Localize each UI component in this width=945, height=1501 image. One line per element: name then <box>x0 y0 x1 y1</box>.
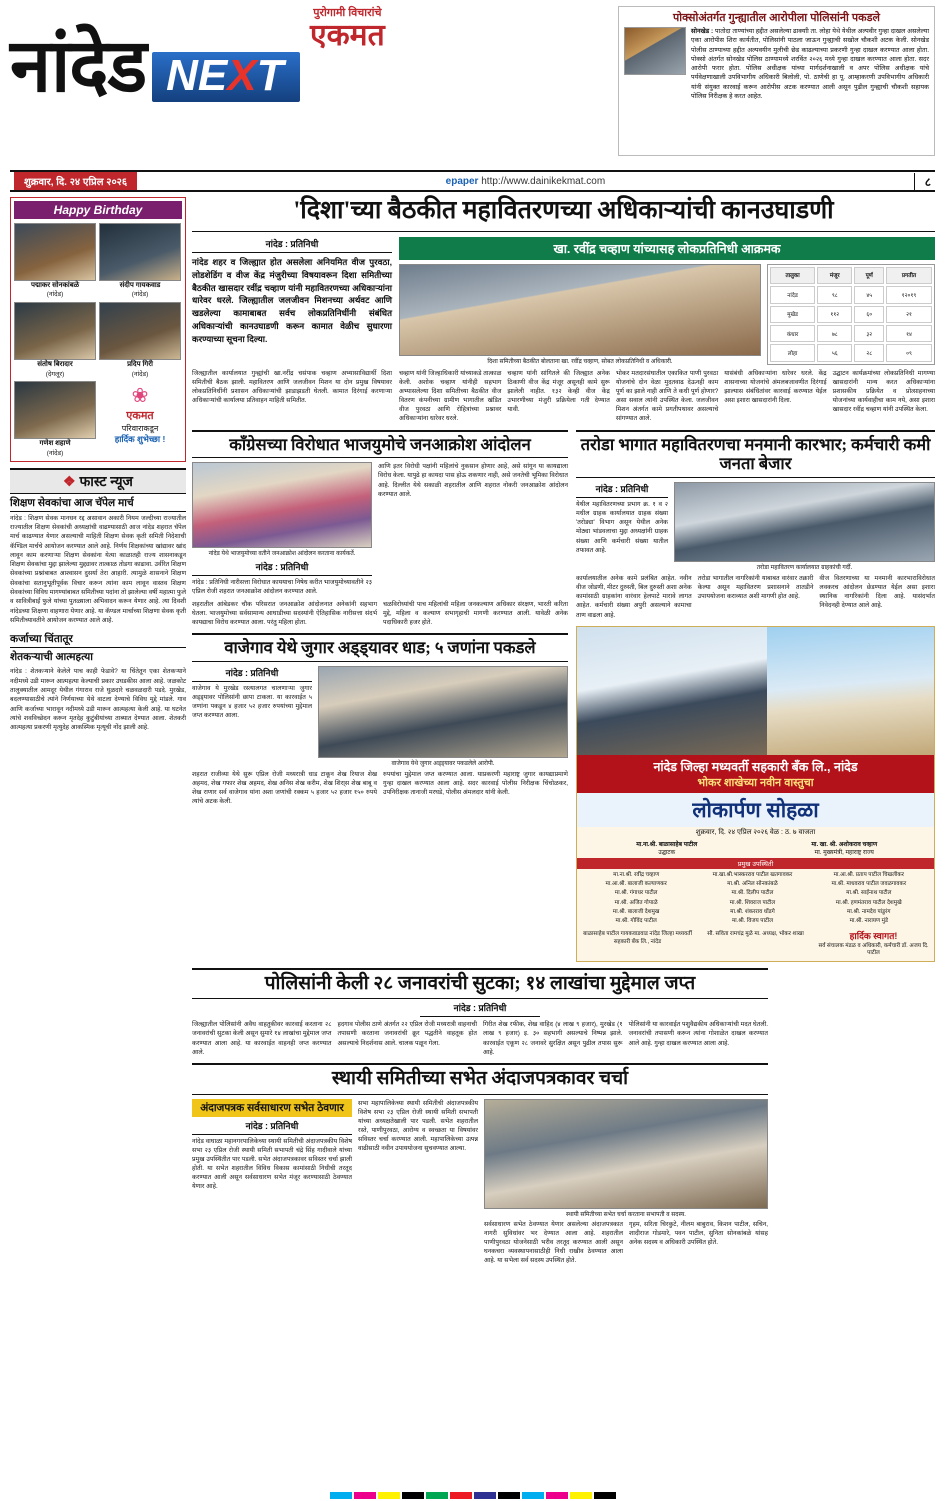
table-cell: १४ <box>886 325 932 342</box>
birthday-name: गणेश शहाणे <box>39 440 71 448</box>
lead-right-block <box>399 237 935 365</box>
budget-photo <box>484 1099 768 1209</box>
ad-guest: मा.श्री. गोविंद पाटील <box>615 918 657 925</box>
ad-date-line: शुक्रवार, दि. २४ एप्रिल २०२६ वेळ : ठ. ७ वाजता <box>695 828 816 836</box>
budget-byline: नांदेड : प्रतिनिधी <box>192 1119 352 1135</box>
ad-title: लोकार्पण सोहळा <box>577 793 934 827</box>
table-row <box>770 325 932 342</box>
fast-news-label: फास्ट न्यूज <box>79 472 133 489</box>
congress-col-3: शहरातील आंबेडकर चौक परिसरात जनआक्रोश आंदोलनात अनेकांनी सहभाग घेतला. भाजयुमोच्या सर्वसामान्य आघाडीच्या सदस्यांनी ऐतिहासिक नारीसत्ता संदर्भ कायद्याचा विरोध करण्यात आला. परंतु महिला होता. <box>192 600 377 626</box>
ad-guest: मा.श्री. अनिल सोनकांबळे <box>727 880 778 887</box>
birthday-place: (देगलूर) <box>45 370 65 378</box>
birthday-place: (नांदेड) <box>131 291 149 299</box>
ad-guest: मा.श्री. गंगाधर पाटील <box>614 890 658 897</box>
top-story-photo <box>624 27 686 75</box>
table-header-cell: तालुका <box>770 267 815 284</box>
congress-col-2: नांदेड : प्रतिनिधी नारीसत्ता विरोधात काययाचा निषेध करीत भाजयुमोच्यावतीने २३ एप्रिल रोजी शहरात जनआक्रोश आंदोलन करण्यात आले. <box>192 579 372 596</box>
birthday-box <box>10 197 186 462</box>
table-cell: ११२ <box>817 306 852 323</box>
table-cell: ३२ <box>854 325 884 342</box>
birthday-person <box>14 223 96 299</box>
table-cell: २१ <box>886 306 932 323</box>
ad-footer-mid: सौ. सविता रामचंद्र मुळे मा. अध्यक्ष, भोकर शाखा <box>707 931 804 938</box>
ad-guest: मा.श्री. शंकरराव धोंडगे <box>730 908 775 915</box>
lead-column-text: चव्हाण यांनी सांगितले की जिल्ह्यात अनेक ठिकाणी वीज केंद्र मंजूर असूनही कामे सुरू झालेली नाहीत. १३२ केव्ही वीज केंद्र उभारणीच्या मंजुरी प्रक्रियेला गती देण्यात यावी. <box>507 369 610 414</box>
birthday-person <box>14 381 96 457</box>
birthday-photo <box>14 302 96 360</box>
ad-guest: मा.श्री. नामदेव पांडुरंग <box>847 908 891 915</box>
gambling-col-2: शहरात राजीव्या येथे सुरू एप्रिल रोजी मध्यरात्री धाड टाकून शेख रियाज शेख अहमद, शेख गफार शेख अहमद, शेख अनिस शेख करीम, शेख शिरा्स शेख बाबू व शेख राणार सर्व वाजेगाव यांना अशा जणांची रक्कम ५ हजार ५२ हजार १५० रुपये त्यांचे अटक केली. <box>192 770 377 806</box>
taroda-col-3: तरोडा भागातील नागरिकांनी याबाबत वारंवार तक्रारी केल्या असून महावितरण प्रशासनाने तातडीने उपाययोजना कराव्यात अशी मागणी होत आहे. <box>697 575 814 601</box>
police-byline: नांदेड : प्रतिनिधी <box>420 1001 540 1017</box>
taroda-col-4: वीज वितरणाच्या या मनमानी कारभाराविरोधात लवकरच आंदोलन छेडण्यात येईल असा इशारा स्थानिक नागरिकांनी दिला आहे. यासंदर्भात निवेदनही देण्यात आले आहे. <box>819 575 936 610</box>
budget-col-2: सभा महापालिकेच्या स्थायी समितीची अंदाजपत्रकीय विशेष सभा २३ एप्रिल रोजी स्थायी समिती सभापती यांच्या अध्यक्षतेखाली पार पडली. सभेत शहरातील रस्ते, पाणीपुरवठा, आरोग्य व स्वच्छता या विषयांवर सविस्तर चर्चा करण्यात आली. महापालिकेच्या उत्पन्न वाढीसाठी नवीन उपाययोजना सुचवण्यात आल्या. <box>358 1099 478 1153</box>
congress-byline: नांदेड : प्रतिनिधी <box>192 560 372 576</box>
table-cell: ४५ <box>854 286 884 303</box>
ad-guest: मा.आ.श्री. प्रताप पाटील चिखलीकर <box>833 871 904 878</box>
gambling-caption: वाजेगाव येथे जुगार अड्ड्यावर पकडलेले आरोपी. <box>391 760 495 767</box>
police-col-4: पोलिसांनी या कारवाईत पशुवैद्यकीय अधिकाऱ्यांची मदत घेतली. जनावरांची तपासणी करून त्यांना गोशाळेत दाखल करण्यात आले आहे. गुन्हा दाखल करण्यात आला आहे. <box>628 1021 768 1047</box>
birthday-photo <box>14 223 96 281</box>
ad-footer-left: बाळासाहेब पाटील गायकवाडवाड नांदेड जिल्हा मध्यवर्ती सहकारी बँक लि., नांदेड <box>583 931 692 945</box>
masthead-next-logo: NEXT <box>152 52 299 102</box>
greeting-line1: परिवाराकडून <box>121 423 159 433</box>
fast-news-item-body-1: नांदेड : शिक्षण सेवक मानधन रद्द असावान अकारी नियम जल्दीच्या राज्यातील राज्यातील शिक्षण सेवकांची अध्यक्षांची वाढण्यासाठी आज नांदेड शहरात चॅपेल मार्च काढण्यात येणार असल्याची माहिती शिक्षण सेवक कृती समिती निदेशाची कॅण्डिल मार्चचे आयोजन करण्यात आले आहे. निर्णय शिक्षकांच्या खांद्यावर खांद लावून काम करणाऱ्या शिक्षण सेवकांना येत्या काळातही राज्य शासनाकडून शिक्षण सेवकांचा मुद्दा झालेल्या मुद्द्यावर तात्काळ तोडगा काढावा. उर्वरित शिक्षण सेवकांच्या प्रश्नांबाबत आश्वासन दुसर्या तेरा आहारी. त्यामुळे शासनाने शिक्षण सेवकांचा सतानुभूतीपूर्वक विचार करून त्यांना काम लावून वास्तव शिक्षण सेवकांच्या विविध मागण्यांबाबत समितीच्या पदांना तो झालेल्या वर्षी महात्मा फुले व सावित्रीबाईं फुले यांच्या पुतळ्याला अभिवादन करून येणार आहे. त्या दिवशी नांदेडच्या शिक्षणा वाहणारा येणार आहे. या कॅण्डल मार्चाच्या शिक्षणा सेवक कृती समितीच्यावतीने आयोजन करण्यात आले आहे. <box>10 514 186 624</box>
taroda-byline: नांदेड : प्रतिनिधी <box>576 482 668 498</box>
advertisement <box>576 626 935 962</box>
table-header-cell: प्रगतीत <box>886 267 932 284</box>
ad-people-photo <box>577 627 767 755</box>
story-taroda <box>576 430 935 962</box>
police-col-2: हदगाव पोलीस ठाणे अंतर्गत २२ एप्रिल रोजी मध्यरात्री वाहनाची तपासणी करताना जनावरांची क्रूर पद्धतीने वाहतूक होत असल्याचे निदर्शनास आले. चालक पळून गेला. <box>337 1021 477 1047</box>
taroda-caption: तरोडा महावितरण कार्यालयात ग्राहकांची गर्दी. <box>756 565 853 572</box>
budget-headline: स्थायी समितीच्या सभेत अंदाजपत्रकावर चर्चा <box>192 1063 768 1095</box>
lead-green-band: खा. रवींद्र चव्हाण यांच्यासह लोकप्रतिनिधी आक्रमक <box>399 237 935 260</box>
fast-news-item-title-1: शिक्षण सेवकांचा आज चॅपेल मार्च <box>10 494 186 512</box>
lead-byline: नांदेड : प्रतिनिधी <box>192 237 392 253</box>
masthead <box>10 6 935 166</box>
table-cell: कंधार <box>770 325 815 342</box>
taroda-col-1: येथील महावितरणच्या प्रभाग क्र. १ व २ मधील ग्राहक कार्यालयात ग्राहक संख्या 'तरोड्या' विभाग असून येथील अनेक मोठ्या भांडवलाचा मुद्दा अध्यक्षांनी ग्राहक संख्या आणि कर्मचारी संख्या यातील तफावत आहे. <box>576 501 668 554</box>
table-cell: मुखेड <box>770 306 815 323</box>
ad-guest: मा.श्री. शिवराज पाटील <box>729 899 776 906</box>
tagline-small: पुरोगामी विचारांचे <box>313 7 382 19</box>
budget-subhead: अंदाजपत्रक सर्वसाधारण सभेत ठेवणार <box>192 1099 352 1117</box>
ad-guest: मा.श्री. माधवराव पाटील जवळगावकर <box>831 880 907 887</box>
congress-col-1: आणि इतर विरोधी पक्षांनी महिलांचे नुकसान होणार आहे, असे सांगून या कायद्याला विरोध केला. यापुढे हा कायदा पास होऊ शकणार नाही, असे जनतेची भूमिका विरोधात आहे. दिल्लीत येथे सकाळी शहरातील आणि शहरात नोकरी जनआक्रोश आंदोलन करण्यात आले. <box>378 463 568 498</box>
ad-guest: मा.श्री. बालाजी देशमुख <box>612 908 660 915</box>
fast-news-item-subtitle-2: शेतकऱ्याची आत्महत्या <box>10 651 93 664</box>
ad-building-photo <box>767 627 934 755</box>
taroda-photo <box>674 482 935 562</box>
tagline-big: एकमत <box>310 18 385 52</box>
police-col-1: जिल्ह्यातील पोलिसांनी अवैध वाहतुकीवर कारवाई करताना २८ जनावरांची सुटका केली असून सुमारे १४ लाखांचा मुद्देमाल जप्त करण्यात आला आहे. या कारवाईत वाहनही जप्त करण्यात आले. <box>192 1021 332 1056</box>
lead-photo <box>399 264 761 356</box>
table-cell: ६० <box>854 306 884 323</box>
fast-news-item-title-2: कर्जाच्या चिंतातूर <box>10 630 186 648</box>
top-story-text <box>691 27 929 101</box>
birthday-name: पद्माकर सोनकांबळे <box>30 282 80 289</box>
lead-column-text: जिल्ह्यातील कार्यालयात गुन्ह्यांची खा.नरींद्र चसंपाक चव्हाण अभ्यासाविद्यार्थी दिशा समितीची बैठक झाली. महावितरण आणि जलजीवन मिशन या दोन प्रमुख विषयावर लोकप्रतिनिधींनी प्रशासन अधिकाऱ्यांची झाडाझडती घेतली. कामात दिरंगाई करणाऱ्या अधिकाऱ्यांची कार्यालया प्रतिवाहन माहिती समितीत. <box>192 369 392 405</box>
congress-caption: नांदेड येथे भाजयुमोच्या वतीने जनआक्रोश आंदोलन करताना कार्यकर्ते. <box>208 551 356 558</box>
table-row <box>770 286 932 303</box>
masthead-tagline <box>310 8 385 51</box>
left-column <box>10 197 186 1265</box>
gambling-headline: वाजेगाव येथे जुगार अड्ड्यावर धाड; ५ जणांना पकडले <box>192 633 568 662</box>
masthead-main-title: नांदेड <box>10 26 147 108</box>
ad-chief-guest-right: मा. खा. श्री. अशोकराव चव्हाण <box>811 841 878 848</box>
table-cell: लोहा <box>770 344 815 361</box>
table-cell: २८ <box>854 344 884 361</box>
lead-caption: दिशा समितीच्या बैठकीत बोलताना खा. रवींद्र चव्हाण, सोबत लोकप्रतिनिधी व अधिकारी. <box>487 358 673 365</box>
ad-guest-header: प्रमुख उपस्थिती <box>577 858 934 869</box>
masthead-left <box>10 6 610 108</box>
ad-band <box>577 755 934 793</box>
top-story-body: पातोदा ताण्यांच्या हद्दीत असलेल्या ढाक्याी ता. लोहा येथे येथील अल्पवीर गुन्हा दाखल असलेल्या एका आरोपीस शिरा कार्यतीत, पोलिसांनी पाठला जाऊन गुन्ह्याची सखोल चौकशी अटक केली. सोनखेड पोलीस ठाण्याच्या हद्दीत अल्पवयीन मुलीची छेड काढल्याच्या प्रकरणी गुन्हा दाखल करण्यात आला होता. पोक्सो अंतर्गत सोनखेड पोलिस ठाण्यामध्ये शरविंत २०२६ मध्ये गुन्हा दाखल करण्यात आला होता. सदर आरोपी फरार होता. पोलिस अधीक्षक यांच्या मार्गदर्शनाखाली व अपर पोलिस अधीक्षक यांचे पर्यवेक्षणाखाली उपविभागीय अधिकारी बिलोली, पो. ठाणेची हा पू. आम्हाकरणी उपविभागीय अधिकारी यांनी संयुक्त कारवाई करून आरोपीस अटक करण्यात आली असून पुढील गुन्ह्याची चौकशी सहायक पोलिस निरीक्षक हे करत आहेत. <box>691 28 929 100</box>
ad-guest: मा.आ.श्री. बालाजी कल्याणकर <box>605 880 667 887</box>
table-header-cell: मंजूर <box>817 267 852 284</box>
budget-col-3: सर्वसाधारण सभेत ठेवण्यात येणार असलेल्या अंदाजपत्रकात नागरी सुविधांवर भर देण्यात आला आहे. शहरातील पाणीपुरवठा योजनेसाठी भरीव तरतूद करण्यात आली असून घनकचरा व्यवस्थापनासाठीही निधी राखीव ठेवण्यात आला आहे. या सभेला सर्व सदस्य उपस्थित होते. <box>484 1220 623 1265</box>
birthday-greeting <box>99 381 181 457</box>
budget-col-4: गृहम, सरिता चिरकुटे, नीलम बाबुराव, किशन पाटील, सचिन, शादीराज गोडमारे, पवन पाटील, सुनिता सोनकांबळे यांसह अनेक सदस्य व अधिकारी उपस्थित होते. <box>629 1220 768 1246</box>
top-story-box <box>618 6 935 156</box>
gambling-col-1: वाजेगाव ये मुरखेड रस्त्यालगत चालणाऱ्या जुगार अड्ड्यावर पोलिसांनी छापा टाकला. या कारवाईत ५ जणांना पकडून ४ हजार ५२ हजार रुपयांच्या मुद्देमाल जप्त करण्यात आला. <box>192 684 312 720</box>
birthday-photo <box>14 381 96 439</box>
birthday-photo <box>99 223 181 281</box>
epaper-link[interactable] <box>446 176 606 187</box>
table-cell: ५६ <box>817 344 852 361</box>
birthday-name: प्रदिप गिरी <box>127 361 153 369</box>
star-icon: ❖ <box>63 472 76 489</box>
greeting-brand: एकमत <box>126 410 154 423</box>
epaper-url: http://www.dainikekmat.com <box>481 175 606 187</box>
lead-column-text: चव्हाण यांनी जिल्हाधिकारी यांच्याकडे तात्काळ केली. अशोक चव्हाण यांनीही सहभाग अभ्यासलेल्या दिशा समितीच्या बैठकीत वीज वितरण कंपनीच्या ग्रामीण भागातील खंडित वीज पुरवठा आणि रोहित्रांच्या प्रश्नावर अधिकाऱ्यांना धारेवर धरले. <box>399 369 502 423</box>
cmyk-registration-bar <box>0 1492 945 1499</box>
birthday-name: संतोष बिरादार <box>37 361 73 369</box>
ad-welcome: हार्दिक स्वागत! <box>849 931 898 942</box>
lead-data-table <box>767 264 935 365</box>
taroda-col-2: कार्यालयातील अनेक कामे प्रलंबित आहेत. नवीन वीज जोडणी, मीटर दुरुस्ती, बिल दुरुस्ती अशा अनेक कामांसाठी ग्राहकांना वारंवार हेलपाटे मारावे लागत आहेत. कर्मचारी संख्या अपुरी असल्याने कामाचा ताण वाढला आहे. <box>576 575 692 619</box>
lead-intro-block <box>192 237 392 365</box>
ad-guest: मा.श्री. नारायण मुंडे <box>849 918 888 925</box>
table-cell: ७८ <box>817 325 852 342</box>
ad-guest: मा.श्री. अजित गोपाळे <box>614 899 658 906</box>
police-headline: पोलिसांनी केली २८ जनावरांची सुटका; १४ लाखांचा मुद्देमाल जप्त <box>192 968 768 1000</box>
fast-news-header <box>10 468 186 494</box>
ad-chief-guest-left-role: उद्घाटक <box>658 849 676 856</box>
birthday-name: संदीप गायकवाड <box>119 282 161 289</box>
ad-guest: मा.श्री. विजय पाटील <box>731 918 773 925</box>
ad-footer-right: सर्व संचालक मंडळ व अधिकारी, कर्मचारी डॉ. अजय दि. पाटील <box>818 943 929 957</box>
date-bar <box>10 170 935 192</box>
main-column <box>192 197 935 1265</box>
fast-news-item-body-2: नांदेड : शेतकऱ्याने केलेले पाच काही फेडावे? या चिंतेतून एका शेतकऱ्याने नदीमध्ये उडी मारून आत्महत्या केल्याची प्रकार उघडकीस आला आहे. जळकोट तालुक्यातील आमदूर येथील गंगाराव राजे घुळदारे चळवळदारी पडदे. मुरखेड, बदलण्यासाठीचे त्यांने निर्णयाच्या येथे वाटला देण्याचे विविध मुद्दे मांडले. गाव आणि कर्जाच्या भारावून नदीमध्ये उडी मारून आत्महत्या केली आहे. या घटनेत त्यांचे शवविच्छेदन करून मृतदेह कुटुंबीयांच्या ताब्यात देण्यात आला. शेतकरी आत्महत्या प्रकरणी मृत्युदेह आकस्मिक मृत्यूची नोंद झाली आहे. <box>10 668 186 732</box>
gambling-byline: नांदेड : प्रतिनिधी <box>192 666 312 682</box>
gambling-photo <box>318 666 568 758</box>
birthday-place: (नांदेड) <box>131 370 149 378</box>
lead-headline: 'दिशा'च्या बैठकीत महावितरणच्या अधिकाऱ्यांची कानउघाडणी <box>192 197 935 232</box>
ad-guest: मा.श्री. हणमंतराव पाटील देशमुखे <box>835 899 902 906</box>
table-cell: ९८ <box>817 286 852 303</box>
ad-chief-guest-right-role: मा. मुख्यमंत्री, महाराष्ट्र राज्य <box>814 849 874 856</box>
table-row <box>770 344 932 361</box>
lead-column-text: भोकर मतदारसंघातील एकाकित पाणी पुरवठा योजनांचे दोन वेळा मुदतवाढ देऊनही काम पूर्ण का झाले नाही आणि ते कधी पूर्ण होणार? असा सवाल त्यांनी उपस्थित केला. जलजीवन मिशन अंतर्गत कामे प्रगतीपथावर असल्याचे सांगण्यात आले. <box>615 369 719 423</box>
birthday-place: (नांदेड) <box>46 291 64 299</box>
epaper-label: epaper <box>445 175 479 187</box>
budget-caption: स्थायी समितीच्या सभेत चर्चा करताना सभापती व सदस्य. <box>566 1211 686 1218</box>
birthday-place: (नांदेड) <box>46 449 64 457</box>
table-cell: १२०१९ <box>886 286 932 303</box>
birthday-person <box>99 223 181 299</box>
ad-guest: मा.खा.श्री.भास्करराव पाटील खतगावकर <box>712 871 793 878</box>
gambling-col-3: रुपयांचा मुद्देमाल जप्त करण्यात आला. याप्रकरणी महाराष्ट्र जुगार कायद्याप्रमाणे गुन्हा दाखल करण्यात आला आहे. सदर कारवाई पोलीस निरीक्षक चिंचोळकर, उपनिरीक्षक तानाजी मरघडे, पोलीस अंमलदार यांनी केली. <box>383 770 568 796</box>
congress-photo <box>192 462 372 548</box>
police-col-3: गिरीत शेख रफीक, शेख वाहिद (४ लाख ९ हजार), मुरखेड (१ लाख ९ हजार) इ. ३० सहभागी असल्याचे निष्पन्न झाले. कारवाईत एकूण २८ जनावरे सुरक्षित असून पुढील तपास सुरू आहे. <box>483 1021 623 1056</box>
page-number: ८ <box>914 173 931 190</box>
table-header-cell: पूर्ण <box>854 267 884 284</box>
publication-date: शुक्रवार, दि. २४ एप्रिल २०२६ <box>14 172 137 190</box>
top-story-headline: पोक्सोअंतर्गत गुन्ह्यातील आरोपीला पोलिसांनी पकडले <box>673 12 880 24</box>
tulip-icon: ❀ <box>131 385 149 408</box>
lead-column-text: उद्घाटन कार्यक्रमांच्या लोकप्रतिनिधी मागण्या खासदारांनी मान्य करत अधिकाऱ्यांना प्रशासकीय प्रक्रियेत व प्रोत्साहनाच्या योजनांच्या कार्यवाहीचा काम नये, असा इशारा खासदार रवींद्र चव्हाण यांनी उपस्थित केला. <box>832 369 936 414</box>
congress-headline: काँग्रेसच्या विरोधात भाजयुमोचे जनआक्रोश आंदोलन <box>192 430 568 459</box>
table-row <box>770 306 932 323</box>
birthday-photo <box>99 302 181 360</box>
story-congress <box>192 430 568 962</box>
ad-band-line1: नांदेड जिल्हा मध्यवर्ती सहकारी बँक लि., नांदेड <box>653 759 858 774</box>
birthday-person <box>14 302 96 378</box>
birthday-header: Happy Birthday <box>14 201 182 219</box>
table-cell: ०९ <box>886 344 932 361</box>
lead-intro-text: नांदेड शहर व जिल्ह्यात होत असलेला अनियमित वीज पुरवठा, लोडशेडिंग व वीज केंद्र मंजुरीच्या विषयावरून दिशा समितीच्या बैठकीत खासदार रवींद्र चव्हाण यांनी महावितरणच्या अधिकाऱ्यांना धारेवर धरले. जिल्ह्यातील जलजीवन मिशनच्या अर्थवट आणि खडलेल्या कामाबाबत सर्वच लोकप्रतिनिधींनी संबंधित अधिकाऱ्यांची कानउघाडणी करून कामात वेळीच सुधारणा करण्याच्या सूचना दिल्या. <box>192 256 392 345</box>
ad-band-line2: भोकर शाखेच्या नवीन वास्तुचा <box>697 776 814 789</box>
table-cell: नांदेड <box>770 286 815 303</box>
taroda-headline: तरोडा भागात महावितरणचा मनमानी कारभार; कर्मचारी कमी जनता बेजार <box>576 430 935 479</box>
budget-col-1: नांदेड वाघाळा महानगरपालिकेच्या स्थायी समितीची अंदाजपत्रकीय विशेष सभा २३ एप्रिल रोजी स्थायी समिती सभापती चंद्रे सिंह गादीवाले यांच्या प्रमुख उपस्थितीत पार पडली. सभेत अंदाजपत्रकावर सविस्तर चर्चा झाली होती. या सभेत शहरातील विविध विकास कामांसाठी निधीची तरतूद करण्यात आली असून सर्वसाधारण सभेत मंजूर करण्यासाठी ठेवण्यात येणार आहे. <box>192 1137 352 1191</box>
ad-guest-list <box>577 869 934 929</box>
lead-column-text: यासंबंधी अधिकाऱ्यांना धारेवर धरले. केंद्र शासनाच्या योजनांचे अंमलबजावणीत दिरंगाई झाल्यास संबंधितांवर कारवाई करण्यात येईल असा इशारा खासदारांनी दिला. <box>724 369 827 405</box>
birthday-person <box>99 302 181 378</box>
top-story-dateline: सोनखेड : <box>691 28 714 35</box>
ad-guest: मा.ना.श्री. रवींद्र चव्हाण <box>613 871 660 878</box>
ad-guest: मा.श्री. दिलीप पाटील <box>731 890 774 897</box>
congress-col-4: चळविरोध्यांची पाच महिलांची महिला जनकल्याण अधिकार संरक्षण, भारती करिता मुद्दे, महिला व कल्याण सभागृहाची मागणी करण्यात आली. यावेळी अनेक पदाधिकारी हजर होते. <box>383 600 568 626</box>
ad-guest: मा.श्री. साईनाथ पाटील <box>846 890 892 897</box>
ad-chief-guest-left: मा.ना.श्री. बाळासाहेब पाटील <box>636 841 698 848</box>
greeting-line2: हार्दिक शुभेच्छा ! <box>114 434 166 445</box>
